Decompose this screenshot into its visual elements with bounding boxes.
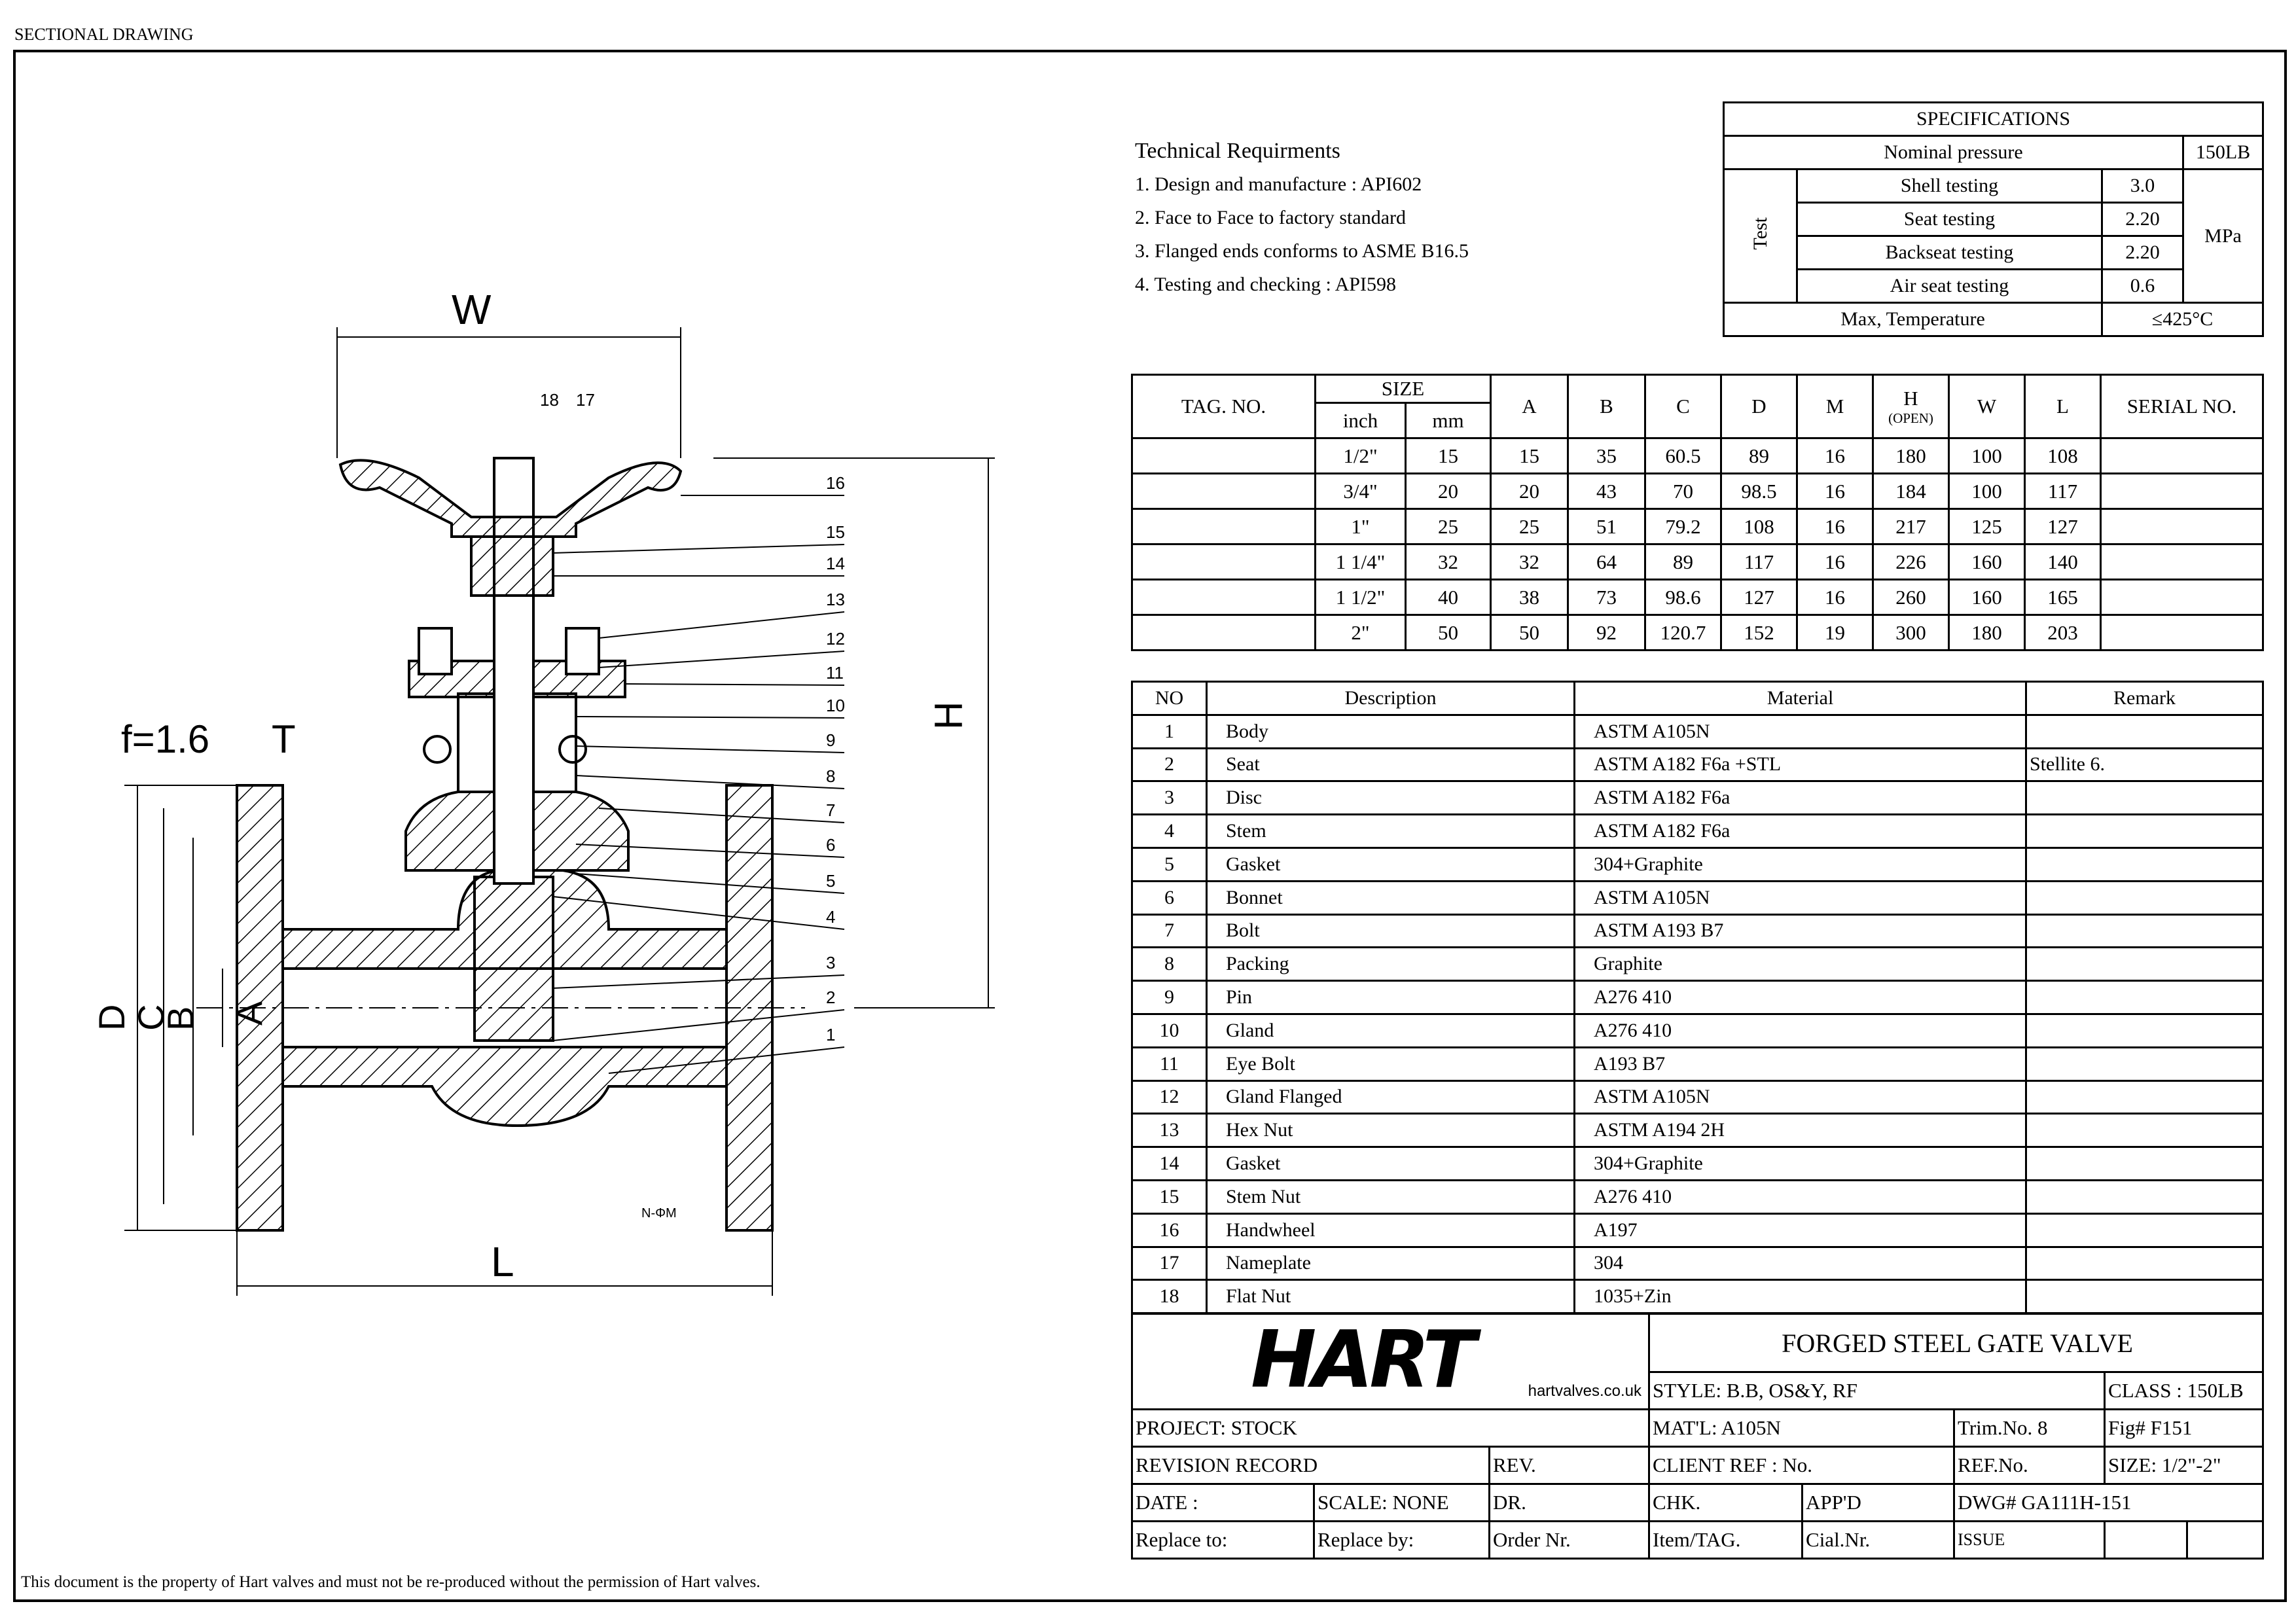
bom-description: Eye Bolt xyxy=(1207,1047,1575,1080)
eye-bolt-right xyxy=(560,736,586,762)
size-cell: 92 xyxy=(1568,615,1645,651)
size-cell: 226 xyxy=(1873,544,1949,580)
spec-max-temp-label: Max, Temperature xyxy=(1724,303,2102,336)
bom-row xyxy=(1132,1180,2263,1213)
header-title: SECTIONAL DRAWING xyxy=(14,25,194,44)
rev: REV. xyxy=(1490,1447,1649,1484)
class: CLASS : 150LB xyxy=(2105,1372,2263,1410)
bom-material: A193 B7 xyxy=(1575,1047,2026,1080)
bom-remark xyxy=(2026,781,2263,815)
issue: ISSUE xyxy=(1954,1522,2105,1559)
dim-a-label: A xyxy=(228,1001,270,1026)
size-cell: 70 xyxy=(1645,474,1721,509)
bom-row xyxy=(1132,881,2263,914)
size-cell: 15 xyxy=(1491,438,1568,474)
bom-description: Seat xyxy=(1207,748,1575,781)
bom-description: Stem Nut xyxy=(1207,1180,1575,1213)
technical-title: Technical Requirments xyxy=(1135,139,1340,163)
size-cell: 160 xyxy=(1949,580,2025,615)
bom-material: ASTM A105N xyxy=(1575,1080,2026,1114)
size-cell: 73 xyxy=(1568,580,1645,615)
size-cell xyxy=(1132,438,1316,474)
size-cell: 16 xyxy=(1797,509,1873,544)
bom-remark xyxy=(2026,948,2263,981)
stem-nut xyxy=(471,537,553,596)
size-cell: 50 xyxy=(1406,615,1491,651)
size-cell xyxy=(1132,544,1316,580)
dim-n-label: N-ΦM xyxy=(641,1206,677,1221)
size-cell: 1" xyxy=(1316,509,1406,544)
bom-material: ASTM A182 F6a +STL xyxy=(1575,748,2026,781)
bom-description: Body xyxy=(1207,715,1575,748)
bom-no: 9 xyxy=(1132,981,1207,1014)
order-nr: Order Nr. xyxy=(1490,1522,1649,1559)
bom-material: A197 xyxy=(1575,1213,2026,1247)
appd: APP'D xyxy=(1803,1484,1954,1522)
style: STYLE: B.B, OS&Y, RF xyxy=(1649,1372,2105,1410)
bom-row xyxy=(1132,1147,2263,1181)
bom-material: A276 410 xyxy=(1575,1014,2026,1047)
bom-no: 1 xyxy=(1132,715,1207,748)
size-cell: 117 xyxy=(2025,474,2101,509)
bom-remark xyxy=(2026,815,2263,848)
specifications-table xyxy=(1723,101,2264,337)
callout-15: 15 xyxy=(826,522,845,542)
revision-record: REVISION RECORD xyxy=(1132,1447,1490,1484)
size-header-w: W xyxy=(1949,375,2025,438)
issue-blank xyxy=(2105,1522,2187,1559)
size-cell: 89 xyxy=(1645,544,1721,580)
bom-header-material: Material xyxy=(1575,682,2026,715)
bom-row xyxy=(1132,1280,2263,1313)
size-cell: 1 1/2" xyxy=(1316,580,1406,615)
technical-item: 1. Design and manufacture : API602 xyxy=(1135,173,1422,195)
callout-4: 4 xyxy=(826,907,836,927)
size-header-h-cell xyxy=(1873,375,1949,438)
bom-material: ASTM A193 B7 xyxy=(1575,914,2026,948)
bom-description: Hex Nut xyxy=(1207,1114,1575,1147)
size-cell: 125 xyxy=(1949,509,2025,544)
callout-13: 13 xyxy=(826,590,845,609)
size-row xyxy=(1132,438,2263,474)
bom-remark xyxy=(2026,847,2263,881)
bom-row xyxy=(1132,1047,2263,1080)
bom-remark xyxy=(2026,881,2263,914)
bom-no: 5 xyxy=(1132,847,1207,881)
size-cell: 165 xyxy=(2025,580,2101,615)
size-header-mm: mm xyxy=(1406,403,1491,438)
dim-w-label: W xyxy=(452,286,492,333)
size-cell: 127 xyxy=(1721,580,1797,615)
technical-item: 2. Face to Face to factory standard xyxy=(1135,207,1407,228)
callout-9: 9 xyxy=(826,730,836,750)
spec-nominal-label: Nominal pressure xyxy=(1724,136,2183,169)
bom-no: 14 xyxy=(1132,1147,1207,1181)
bom-row xyxy=(1132,781,2263,815)
size-cell: 16 xyxy=(1797,544,1873,580)
bom-material: 304 xyxy=(1575,1247,2026,1280)
bom-row xyxy=(1132,914,2263,948)
size-cell xyxy=(2101,580,2263,615)
dwg: DWG# GA111H-151 xyxy=(1954,1484,2263,1522)
size-cell: 180 xyxy=(1949,615,2025,651)
callout-7: 7 xyxy=(826,800,836,820)
size-row xyxy=(1132,474,2263,509)
bom-description: Packing xyxy=(1207,948,1575,981)
callout-1: 1 xyxy=(826,1025,836,1044)
size-cell: 108 xyxy=(1721,509,1797,544)
bom-remark xyxy=(2026,1247,2263,1280)
size-cell: 160 xyxy=(1949,544,2025,580)
size-cell: 35 xyxy=(1568,438,1645,474)
bom-material: ASTM A105N xyxy=(1575,881,2026,914)
footer-note: This document is the property of Hart valves and must not be re-produced without the permission of Hart valves. xyxy=(21,1573,761,1591)
size-row xyxy=(1132,580,2263,615)
size-table-body xyxy=(1132,438,2263,651)
size-cell: 19 xyxy=(1797,615,1873,651)
technical-item: 3. Flanged ends conforms to ASME B16.5 xyxy=(1135,240,1469,262)
size-cell: 100 xyxy=(1949,474,2025,509)
chk: CHK. xyxy=(1649,1484,1803,1522)
callout-5: 5 xyxy=(826,871,836,891)
callout-8: 8 xyxy=(826,766,836,786)
issue-blank xyxy=(2187,1522,2263,1559)
size-cell: 43 xyxy=(1568,474,1645,509)
bom-remark xyxy=(2026,1280,2263,1313)
dim-d-label: D xyxy=(91,1004,132,1031)
size-cell: 2" xyxy=(1316,615,1406,651)
size-cell: 89 xyxy=(1721,438,1797,474)
bom-description: Gasket xyxy=(1207,1147,1575,1181)
spec-title: SPECIFICATIONS xyxy=(1724,103,2263,136)
size-cell xyxy=(2101,544,2263,580)
website: hartvalves.co.uk xyxy=(1528,1382,1642,1400)
bom-table-body xyxy=(1132,715,2263,1313)
bom-description: Bolt xyxy=(1207,914,1575,948)
size-cell: 203 xyxy=(2025,615,2101,651)
bom-description: Disc xyxy=(1207,781,1575,815)
bom-remark xyxy=(2026,914,2263,948)
bom-no: 7 xyxy=(1132,914,1207,948)
bom-header-no: NO xyxy=(1132,682,1207,715)
size-cell: 51 xyxy=(1568,509,1645,544)
size-cell: 16 xyxy=(1797,580,1873,615)
size-cell xyxy=(1132,474,1316,509)
size-cell: 117 xyxy=(1721,544,1797,580)
size-cell: 120.7 xyxy=(1645,615,1721,651)
bom-remark xyxy=(2026,1147,2263,1181)
size-cell: 180 xyxy=(1873,438,1949,474)
bom-description: Stem xyxy=(1207,815,1575,848)
bom-row xyxy=(1132,815,2263,848)
size-cell: 64 xyxy=(1568,544,1645,580)
dim-h-label: H xyxy=(927,701,971,730)
bom-header-description: Description xyxy=(1207,682,1575,715)
bom-remark xyxy=(2026,1047,2263,1080)
size-cell: 1 1/4" xyxy=(1316,544,1406,580)
bom-no: 4 xyxy=(1132,815,1207,848)
bom-remark xyxy=(2026,715,2263,748)
size-header-serial: SERIAL NO. xyxy=(2101,375,2263,438)
dim-t-label: T xyxy=(272,717,296,761)
size-cell: 3/4" xyxy=(1316,474,1406,509)
spec-test-name: Shell testing xyxy=(1797,169,2102,203)
bom-description: Flat Nut xyxy=(1207,1280,1575,1313)
callout-11: 11 xyxy=(826,663,844,683)
bom-row xyxy=(1132,948,2263,981)
bom-no: 8 xyxy=(1132,948,1207,981)
size-cell xyxy=(2101,438,2263,474)
spec-test-value: 3.0 xyxy=(2102,169,2183,203)
bom-remark xyxy=(2026,1213,2263,1247)
size-cell: 152 xyxy=(1721,615,1797,651)
size-cell: 60.5 xyxy=(1645,438,1721,474)
bom-remark xyxy=(2026,981,2263,1014)
bolt-right xyxy=(566,628,599,674)
callout-2: 2 xyxy=(826,988,836,1007)
bom-description: Handwheel xyxy=(1207,1213,1575,1247)
size-cell: 32 xyxy=(1406,544,1491,580)
callout-12: 12 xyxy=(826,629,845,649)
size-cell xyxy=(1132,615,1316,651)
callout-6: 6 xyxy=(826,835,836,855)
bom-description: Gland Flanged xyxy=(1207,1080,1575,1114)
bom-no: 15 xyxy=(1132,1180,1207,1213)
size-header-b: B xyxy=(1568,375,1645,438)
dim-f-label: f=1.6 xyxy=(121,717,210,761)
scale: SCALE: NONE xyxy=(1314,1484,1490,1522)
size-header-l: L xyxy=(2025,375,2101,438)
dim-b-label: B xyxy=(160,1006,201,1031)
bom-row xyxy=(1132,1114,2263,1147)
bom-material: A276 410 xyxy=(1575,1180,2026,1213)
spec-test-value: 0.6 xyxy=(2102,270,2183,303)
spec-max-temp-value: ≤425°C xyxy=(2102,303,2263,336)
size-row xyxy=(1132,544,2263,580)
trim: Trim.No. 8 xyxy=(1954,1410,2105,1447)
size-row xyxy=(1132,615,2263,651)
product-title: FORGED STEEL GATE VALVE xyxy=(1649,1314,2263,1372)
bom-material: ASTM A194 2H xyxy=(1575,1114,2026,1147)
spec-test-name: Backseat testing xyxy=(1797,236,2102,270)
bom-description: Nameplate xyxy=(1207,1247,1575,1280)
bom-row xyxy=(1132,847,2263,881)
bom-description: Pin xyxy=(1207,981,1575,1014)
bom-material: ASTM A105N xyxy=(1575,715,2026,748)
bom-material: ASTM A182 F6a xyxy=(1575,815,2026,848)
bom-row xyxy=(1132,1213,2263,1247)
bom-remark xyxy=(2026,1080,2263,1114)
size-cell: 40 xyxy=(1406,580,1491,615)
size-cell: 25 xyxy=(1406,509,1491,544)
replace-by: Replace by: xyxy=(1314,1522,1490,1559)
size-cell: 25 xyxy=(1491,509,1568,544)
size-cell: 15 xyxy=(1406,438,1491,474)
disc xyxy=(475,877,553,1041)
cial-nr: Cial.Nr. xyxy=(1803,1522,1954,1559)
size-row xyxy=(1132,509,2263,544)
bom-material: 304+Graphite xyxy=(1575,1147,2026,1181)
size-cell: 98.5 xyxy=(1721,474,1797,509)
spec-unit: MPa xyxy=(2183,169,2263,303)
bolt-left xyxy=(419,628,452,674)
callout-18: 18 xyxy=(540,390,559,410)
bom-remark: Stellite 6. xyxy=(2026,748,2263,781)
technical-item: 4. Testing and checking : API598 xyxy=(1135,274,1396,295)
size-table xyxy=(1131,374,2264,651)
bom-row xyxy=(1132,981,2263,1014)
eye-bolt-left xyxy=(424,736,450,762)
size-cell: 100 xyxy=(1949,438,2025,474)
valve-outline xyxy=(237,458,772,1230)
spec-test-value: 2.20 xyxy=(2102,236,2183,270)
ref-no: REF.No. xyxy=(1954,1447,2105,1484)
size-cell: 140 xyxy=(2025,544,2101,580)
material: MAT'L: A105N xyxy=(1649,1410,1954,1447)
dim-l-label: L xyxy=(491,1238,514,1285)
size-cell xyxy=(1132,580,1316,615)
bom-no: 17 xyxy=(1132,1247,1207,1280)
size-header-c: C xyxy=(1645,375,1721,438)
bom-no: 12 xyxy=(1132,1080,1207,1114)
size-cell: 98.6 xyxy=(1645,580,1721,615)
bom-row xyxy=(1132,748,2263,781)
bom-no: 6 xyxy=(1132,881,1207,914)
fig: Fig# F151 xyxy=(2105,1410,2263,1447)
client-ref: CLIENT REF : No. xyxy=(1649,1447,1954,1484)
bom-material: A276 410 xyxy=(1575,981,2026,1014)
bom-no: 13 xyxy=(1132,1114,1207,1147)
dim-c-label: C xyxy=(130,1004,171,1031)
size-cell: 184 xyxy=(1873,474,1949,509)
size-range: SIZE: 1/2"-2" xyxy=(2105,1447,2263,1484)
project: PROJECT: STOCK xyxy=(1132,1410,1649,1447)
bom-no: 10 xyxy=(1132,1014,1207,1047)
hart-logo: HART xyxy=(1251,1315,1473,1406)
bom-row xyxy=(1132,715,2263,748)
bom-remark xyxy=(2026,1014,2263,1047)
size-cell xyxy=(2101,509,2263,544)
size-header-tag: TAG. NO. xyxy=(1132,375,1316,438)
size-cell: 16 xyxy=(1797,438,1873,474)
date: DATE : xyxy=(1132,1484,1314,1522)
bom-description: Gasket xyxy=(1207,847,1575,881)
title-block xyxy=(1131,1313,2264,1560)
spec-test-name: Seat testing xyxy=(1797,203,2102,236)
logo-cell xyxy=(1132,1314,1649,1410)
bom-table xyxy=(1131,681,2264,1314)
spec-nominal-value: 150LB xyxy=(2183,136,2263,169)
bom-description: Gland xyxy=(1207,1014,1575,1047)
size-cell: 32 xyxy=(1491,544,1568,580)
size-cell: 38 xyxy=(1491,580,1568,615)
size-header-h: H xyxy=(1903,386,1918,410)
size-cell: 79.2 xyxy=(1645,509,1721,544)
size-header-m: M xyxy=(1797,375,1873,438)
size-header-inch: inch xyxy=(1316,403,1406,438)
callout-14: 14 xyxy=(826,554,845,573)
bom-no: 3 xyxy=(1132,781,1207,815)
bom-no: 11 xyxy=(1132,1047,1207,1080)
size-cell xyxy=(2101,615,2263,651)
dr: DR. xyxy=(1490,1484,1649,1522)
callout-10: 10 xyxy=(826,696,845,715)
spec-test-name: Air seat testing xyxy=(1797,270,2102,303)
bom-remark xyxy=(2026,1180,2263,1213)
replace-to: Replace to: xyxy=(1132,1522,1314,1559)
bom-material: Graphite xyxy=(1575,948,2026,981)
size-cell: 108 xyxy=(2025,438,2101,474)
bom-description: Bonnet xyxy=(1207,881,1575,914)
callout-17: 17 xyxy=(576,390,595,410)
size-cell: 16 xyxy=(1797,474,1873,509)
size-header-d: D xyxy=(1721,375,1797,438)
callout-16: 16 xyxy=(826,473,845,493)
item-tag: Item/TAG. xyxy=(1649,1522,1803,1559)
technical-requirements xyxy=(1135,134,1469,301)
size-cell: 20 xyxy=(1406,474,1491,509)
size-cell xyxy=(2101,474,2263,509)
bom-material: ASTM A182 F6a xyxy=(1575,781,2026,815)
size-cell: 20 xyxy=(1491,474,1568,509)
size-header-size: SIZE xyxy=(1316,375,1491,403)
bom-remark xyxy=(2026,1114,2263,1147)
size-cell: 1/2" xyxy=(1316,438,1406,474)
size-cell: 50 xyxy=(1491,615,1568,651)
bom-row xyxy=(1132,1247,2263,1280)
spec-test-label-cell xyxy=(1724,169,1797,303)
size-header-h-sub: (OPEN) xyxy=(1888,410,1933,426)
sectional-drawing xyxy=(0,0,1113,1374)
size-cell: 260 xyxy=(1873,580,1949,615)
size-cell: 300 xyxy=(1873,615,1949,651)
bom-material: 304+Graphite xyxy=(1575,847,2026,881)
bom-row xyxy=(1132,1080,2263,1114)
bom-row xyxy=(1132,1014,2263,1047)
size-cell: 217 xyxy=(1873,509,1949,544)
bom-material: 1035+Zin xyxy=(1575,1280,2026,1313)
bom-no: 18 xyxy=(1132,1280,1207,1313)
callout-3: 3 xyxy=(826,953,836,972)
spec-test-value: 2.20 xyxy=(2102,203,2183,236)
bom-header-remark: Remark xyxy=(2026,682,2263,715)
size-header-a: A xyxy=(1491,375,1568,438)
bom-no: 16 xyxy=(1132,1213,1207,1247)
size-cell xyxy=(1132,509,1316,544)
spec-test-label: Test xyxy=(1749,217,1771,250)
bom-no: 2 xyxy=(1132,748,1207,781)
size-cell: 127 xyxy=(2025,509,2101,544)
